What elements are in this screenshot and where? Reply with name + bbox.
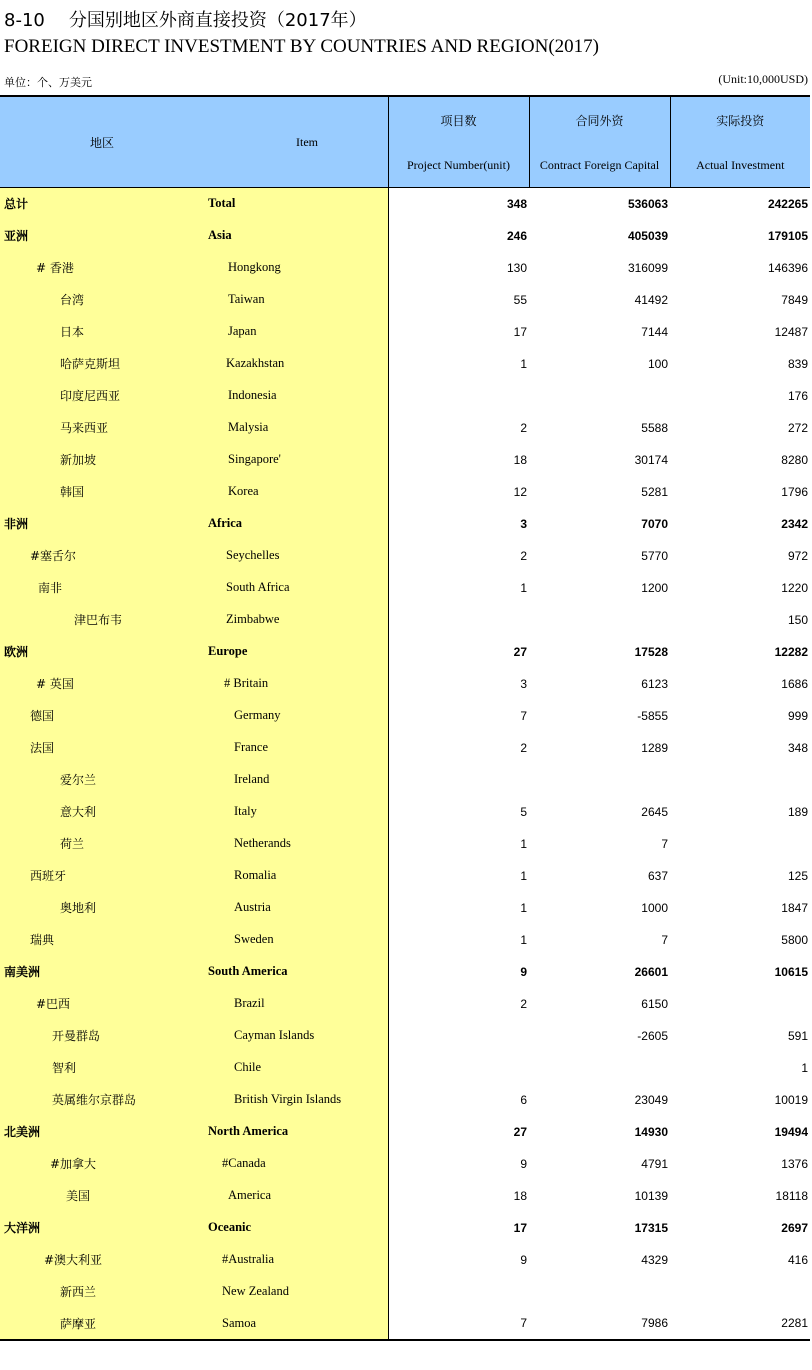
contract-capital-cell: 7986 <box>529 1308 670 1340</box>
actual-investment-cell: 150 <box>787 612 808 627</box>
contract-capital-cell: 5588 <box>641 420 668 435</box>
region-name-en: Zimbabwe <box>200 604 388 636</box>
region-name-en: Cayman Islands <box>200 1020 388 1052</box>
contract-capital-cell: 100 <box>647 356 668 371</box>
project-number-cell: 12 <box>513 484 527 499</box>
table-row <box>0 1276 810 1308</box>
project-number-cell: 18 <box>513 1188 527 1203</box>
contract-capital-cell: 17528 <box>634 644 668 659</box>
region-name-cn: 意大利 <box>0 796 200 828</box>
actual-investment-cell: 348 <box>787 740 808 755</box>
contract-capital-cell: 23049 <box>634 1092 668 1107</box>
table-row <box>0 1180 810 1212</box>
region-name-en: # Britain <box>200 668 388 700</box>
actual-investment-cell: 7849 <box>781 292 808 307</box>
project-number-cell: 2 <box>520 548 527 563</box>
contract-capital-cell: 4329 <box>641 1252 668 1267</box>
actual-investment-cell: 1376 <box>781 1156 808 1171</box>
region-name-en: France <box>200 732 388 764</box>
contract-capital-cell: 41492 <box>634 292 668 307</box>
region-name-en: Italy <box>200 796 388 828</box>
contract-capital-cell: 536063 <box>627 196 668 211</box>
region-name-en: Seychelles <box>200 540 388 572</box>
table-row <box>0 604 810 636</box>
region-name-cn: # 香港 <box>0 252 200 284</box>
project-number-cell: 1 <box>520 836 527 851</box>
project-number-cell: 27 <box>513 644 527 659</box>
table-row <box>0 988 810 1020</box>
contract-capital-cell <box>529 380 670 412</box>
actual-investment-cell: 12282 <box>774 644 808 659</box>
actual-investment-cell: 1 <box>801 1060 808 1075</box>
table-row <box>0 796 810 828</box>
region-name-cn: 瑞典 <box>0 924 200 956</box>
table-row <box>0 1148 810 1180</box>
region-name-en: Asia <box>200 220 388 252</box>
project-number-cell: 17 <box>513 324 527 339</box>
project-number-cell <box>388 604 529 636</box>
actual-investment-cell: 1847 <box>781 900 808 915</box>
table-row <box>0 700 810 732</box>
region-name-cn: 总计 <box>0 188 200 220</box>
region-name-cn: 德国 <box>0 700 200 732</box>
actual-investment-cell: 2281 <box>670 1308 810 1340</box>
contract-capital-cell: 5770 <box>641 548 668 563</box>
project-number-cell: 3 <box>520 676 527 691</box>
table-row <box>0 1308 810 1340</box>
contract-capital-cell: 316099 <box>627 260 668 275</box>
actual-investment-cell: 839 <box>787 356 808 371</box>
region-name-en: Hongkong <box>200 252 388 284</box>
contract-capital-cell: 637 <box>647 868 668 883</box>
project-number-cell: 348 <box>506 196 527 211</box>
table-row <box>0 1116 810 1148</box>
region-name-en: North America <box>200 1116 388 1148</box>
region-name-en: Malysia <box>200 412 388 444</box>
actual-investment-cell: 972 <box>787 548 808 563</box>
region-name-cn: 南美洲 <box>0 956 200 988</box>
contract-capital-cell: 7144 <box>641 324 668 339</box>
contract-capital-cell: 405039 <box>627 228 668 243</box>
region-name-cn: 爱尔兰 <box>0 764 200 796</box>
region-name-cn: 荷兰 <box>0 828 200 860</box>
contract-capital-cell: 1289 <box>641 740 668 755</box>
project-number-cell: 1 <box>520 868 527 883</box>
region-name-en: Taiwan <box>200 284 388 316</box>
region-name-en: #Canada <box>200 1148 388 1180</box>
project-number-cell: 2 <box>520 996 527 1011</box>
project-number-cell <box>388 764 529 796</box>
contract-capital-cell: 7 <box>661 836 668 851</box>
region-name-cn: 日本 <box>0 316 200 348</box>
contract-capital-cell: -5855 <box>637 708 668 723</box>
region-name-cn: #加拿大 <box>0 1148 200 1180</box>
project-number-cell: 9 <box>520 964 527 979</box>
header-actual-investment <box>670 96 810 188</box>
project-number-cell: 1 <box>520 900 527 915</box>
contract-capital-cell <box>529 604 670 636</box>
contract-capital-cell: 6150 <box>641 996 668 1011</box>
header-actual-cn: 实际投资 <box>716 113 765 128</box>
table-row <box>0 732 810 764</box>
header-actual-en: Actual Investment <box>696 157 785 172</box>
actual-investment-cell: 19494 <box>774 1124 808 1139</box>
table-row <box>0 1052 810 1084</box>
contract-capital-cell: 5281 <box>641 484 668 499</box>
page-title-en: FOREIGN DIRECT INVESTMENT BY COUNTRIES AND REGION(2017) <box>4 36 599 57</box>
table-row <box>0 1020 810 1052</box>
header-project-cn: 项目数 <box>440 113 477 128</box>
project-number-cell: 5 <box>520 804 527 819</box>
table-row <box>0 636 810 668</box>
region-name-en: Singapore' <box>200 444 388 476</box>
region-name-en: Japan <box>200 316 388 348</box>
region-name-cn: 马来西亚 <box>0 412 200 444</box>
table-row <box>0 572 810 604</box>
table-row <box>0 220 810 252</box>
region-name-en: Samoa <box>200 1308 388 1340</box>
table-row <box>0 1244 810 1276</box>
region-name-en: Europe <box>200 636 388 668</box>
region-name-en: Sweden <box>200 924 388 956</box>
actual-investment-cell: 18118 <box>775 1188 808 1203</box>
project-number-cell: 27 <box>513 1124 527 1139</box>
table-row <box>0 924 810 956</box>
actual-investment-cell: 10019 <box>774 1092 808 1107</box>
actual-investment-cell: 12487 <box>774 324 808 339</box>
table-row <box>0 284 810 316</box>
table-number: 8-10 <box>4 10 45 31</box>
actual-investment-cell: 8280 <box>781 452 808 467</box>
table-row <box>0 892 810 924</box>
project-number-cell: 1 <box>520 356 527 371</box>
project-number-cell: 2 <box>520 740 527 755</box>
region-name-en: Chile <box>200 1052 388 1084</box>
header-item-en: Item <box>200 96 388 188</box>
project-number-cell: 17 <box>513 1220 527 1235</box>
table-row <box>0 252 810 284</box>
region-name-cn: #巴西 <box>0 988 200 1020</box>
project-number-cell: 7 <box>520 708 527 723</box>
region-name-cn: 亚洲 <box>0 220 200 252</box>
project-number-cell: 18 <box>513 452 527 467</box>
table-row <box>0 476 810 508</box>
table-body <box>0 188 810 1340</box>
contract-capital-cell: 30174 <box>634 452 668 467</box>
actual-investment-cell: 179105 <box>767 228 808 243</box>
actual-investment-cell <box>670 988 810 1020</box>
project-number-cell: 3 <box>520 516 527 531</box>
project-number-cell <box>388 1020 529 1052</box>
region-name-cn: 哈萨克斯坦 <box>0 348 200 380</box>
actual-investment-cell: 1686 <box>781 676 808 691</box>
table-row <box>0 444 810 476</box>
region-name-cn: 西班牙 <box>0 860 200 892</box>
region-name-cn: 津巴布韦 <box>0 604 200 636</box>
region-name-cn: 大洋洲 <box>0 1212 200 1244</box>
table-row <box>0 828 810 860</box>
project-number-cell: 246 <box>506 228 527 243</box>
region-name-cn: 非洲 <box>0 508 200 540</box>
table-row <box>0 956 810 988</box>
fdi-table <box>0 95 810 1341</box>
table-row <box>0 316 810 348</box>
region-name-cn: 智利 <box>0 1052 200 1084</box>
header-row <box>0 96 810 188</box>
project-number-cell <box>388 1276 529 1308</box>
region-name-en: British Virgin Islands <box>200 1084 388 1116</box>
region-name-cn: 南非 <box>0 572 200 604</box>
region-name-cn: 新加坡 <box>0 444 200 476</box>
actual-investment-cell: 5800 <box>781 932 808 947</box>
table-row <box>0 508 810 540</box>
header-contract-en: Contract Foreign Capital <box>539 157 660 172</box>
region-name-en: Netherands <box>200 828 388 860</box>
region-name-cn: 英属维尔京群岛 <box>0 1084 200 1116</box>
region-name-cn: 韩国 <box>0 476 200 508</box>
table-row <box>0 188 810 220</box>
contract-capital-cell <box>529 1276 670 1308</box>
actual-investment-cell <box>670 1276 810 1308</box>
actual-investment-cell: 2342 <box>781 516 808 531</box>
project-number-cell: 9 <box>520 1252 527 1267</box>
project-number-cell: 130 <box>506 260 527 275</box>
unit-label-en: (Unit:10,000USD) <box>718 72 808 86</box>
region-name-en: Ireland <box>200 764 388 796</box>
actual-investment-cell: 242265 <box>767 196 808 211</box>
table-row <box>0 764 810 796</box>
contract-capital-cell: -2605 <box>637 1028 668 1043</box>
table-row <box>0 668 810 700</box>
region-name-en: Romalia <box>200 860 388 892</box>
actual-investment-cell <box>670 828 810 860</box>
project-number-cell: 1 <box>520 580 527 595</box>
region-name-en: Austria <box>200 892 388 924</box>
region-name-en: Africa <box>200 508 388 540</box>
header-contract-capital <box>529 96 670 188</box>
region-name-cn: #澳大利亚 <box>0 1244 200 1276</box>
region-name-en: #Australia <box>200 1244 388 1276</box>
project-number-cell: 1 <box>520 932 527 947</box>
region-name-cn: 台湾 <box>0 284 200 316</box>
actual-investment-cell: 189 <box>787 804 808 819</box>
project-number-cell <box>388 380 529 412</box>
unit-label-cn: 单位：个、万美元 <box>4 76 92 89</box>
table-row <box>0 1084 810 1116</box>
actual-investment-cell: 176 <box>787 388 808 403</box>
project-number-cell: 55 <box>513 292 527 307</box>
actual-investment-cell: 999 <box>787 708 808 723</box>
contract-capital-cell: 1200 <box>641 580 668 595</box>
actual-investment-cell <box>670 764 810 796</box>
actual-investment-cell: 1796 <box>781 484 808 499</box>
region-name-en: New Zealand <box>200 1276 388 1308</box>
project-number-cell <box>388 1052 529 1084</box>
table-row <box>0 412 810 444</box>
region-name-cn: 萨摩亚 <box>0 1308 200 1340</box>
region-name-en: Brazil <box>200 988 388 1020</box>
region-name-en: South Africa <box>200 572 388 604</box>
title-cn-text: 分国别地区外商直接投资（2017年） <box>68 10 367 31</box>
region-name-cn: 开曼群岛 <box>0 1020 200 1052</box>
header-contract-cn: 合同外资 <box>575 113 624 128</box>
region-name-cn: # 英国 <box>0 668 200 700</box>
region-name-cn: 法国 <box>0 732 200 764</box>
region-name-cn: 奥地利 <box>0 892 200 924</box>
region-name-en: Oceanic <box>200 1212 388 1244</box>
contract-capital-cell: 26601 <box>634 964 668 979</box>
actual-investment-cell: 416 <box>787 1252 808 1267</box>
table-row <box>0 540 810 572</box>
contract-capital-cell: 2645 <box>641 804 668 819</box>
actual-investment-cell: 146396 <box>767 260 808 275</box>
contract-capital-cell: 1000 <box>641 900 668 915</box>
table-row <box>0 1212 810 1244</box>
contract-capital-cell <box>529 1052 670 1084</box>
table-row <box>0 380 810 412</box>
project-number-cell: 2 <box>520 420 527 435</box>
region-name-en: Kazakhstan <box>200 348 388 380</box>
actual-investment-cell: 591 <box>787 1028 808 1043</box>
table-row <box>0 860 810 892</box>
actual-investment-cell: 272 <box>787 420 808 435</box>
contract-capital-cell <box>529 764 670 796</box>
contract-capital-cell: 6123 <box>641 676 668 691</box>
project-number-cell: 9 <box>520 1156 527 1171</box>
contract-capital-cell: 7 <box>661 932 668 947</box>
region-name-en: Indonesia <box>200 380 388 412</box>
contract-capital-cell: 17315 <box>634 1220 668 1235</box>
region-name-en: Korea <box>200 476 388 508</box>
page-title-cn <box>4 6 367 32</box>
table-row <box>0 348 810 380</box>
region-name-en: Germany <box>200 700 388 732</box>
region-name-en: South America <box>200 956 388 988</box>
header-region-cn: 地区 <box>0 96 200 188</box>
contract-capital-cell: 10139 <box>634 1188 668 1203</box>
region-name-cn: 美国 <box>0 1180 200 1212</box>
project-number-cell: 7 <box>388 1308 529 1340</box>
region-name-cn: 新西兰 <box>0 1276 200 1308</box>
region-name-cn: 印度尼西亚 <box>0 380 200 412</box>
contract-capital-cell: 7070 <box>641 516 668 531</box>
region-name-en: America <box>200 1180 388 1212</box>
region-name-cn: 北美洲 <box>0 1116 200 1148</box>
actual-investment-cell: 10615 <box>774 964 808 979</box>
header-project-en: Project Number(unit) <box>407 157 510 172</box>
contract-capital-cell: 4791 <box>641 1156 668 1171</box>
actual-investment-cell: 2697 <box>781 1220 808 1235</box>
region-name-cn: 欧洲 <box>0 636 200 668</box>
region-name-cn: #塞舌尔 <box>0 540 200 572</box>
region-name-en: Total <box>200 188 388 220</box>
actual-investment-cell: 1220 <box>781 580 808 595</box>
project-number-cell: 6 <box>520 1092 527 1107</box>
header-project-number <box>388 96 529 188</box>
actual-investment-cell: 125 <box>787 868 808 883</box>
contract-capital-cell: 14930 <box>634 1124 668 1139</box>
